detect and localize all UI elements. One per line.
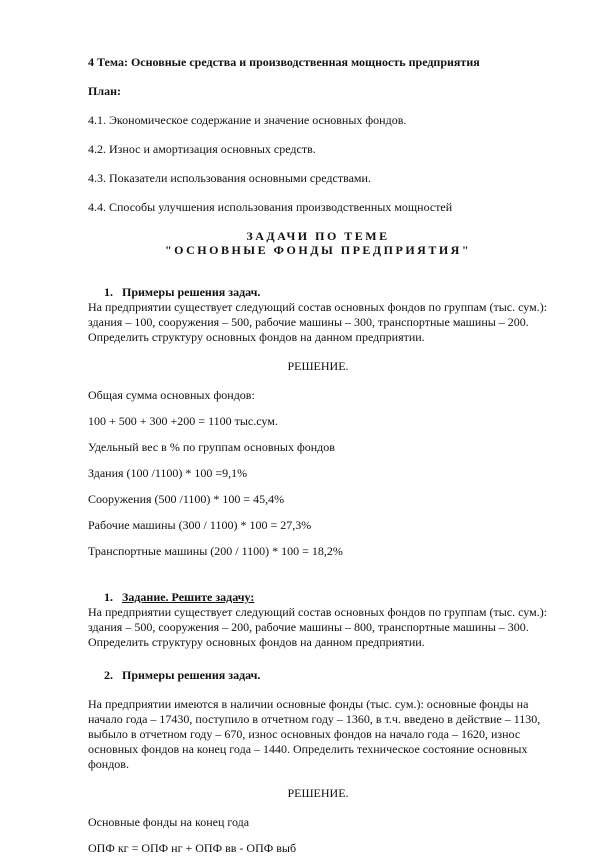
section-title: Примеры решения задач. — [122, 668, 261, 682]
section-heading — [88, 285, 548, 300]
plan-list — [88, 113, 548, 215]
document-page — [88, 55, 548, 867]
solution-line: ОПФ кг = ОПФ нг + ОПФ вв - ОПФ выб — [88, 841, 297, 855]
section-number: 1. — [104, 285, 113, 299]
section-assignment — [88, 590, 548, 650]
section-heading — [88, 590, 548, 605]
solution-line: Общая сумма основных фондов: — [88, 388, 255, 402]
plan-item: 4.2. Износ и амортизация основных средств. — [88, 142, 316, 156]
section-number: 2. — [104, 668, 113, 682]
solution-label: РЕШЕНИЕ. — [287, 786, 349, 800]
tasks-title-line1: ЗАДАЧИ ПО ТЕМЕ — [246, 229, 390, 243]
section-example-2 — [88, 668, 548, 856]
plan-heading: План: — [88, 84, 121, 98]
plan-item: 4.1. Экономическое содержание и значение основных фондов. — [88, 113, 407, 127]
problem-text: На предприятии существует следующий состав основных фондов по группам (тыс. сум.): здания – 500, сооружения – 200, рабочие машины – 800, транспортные машины – 300. Определить структуру основных фондов на данном предприятии. — [88, 605, 548, 649]
topic-heading: 4 Тема: Основные средства и производственная мощность предприятия — [88, 55, 480, 69]
section-number: 1. — [104, 590, 113, 604]
solution-line: Здания (100 /1100) * 100 =9,1% — [88, 466, 248, 480]
section-title: Задание. Решите задачу: — [122, 590, 255, 604]
solution-line: Рабочие машины (300 / 1100) * 100 = 27,3% — [88, 518, 312, 532]
plan-item: 4.3. Показатели использования основными средствами. — [88, 171, 371, 185]
problem-text: На предприятии существует следующий состав основных фондов по группам (тыс. сум.): здания – 100, сооружения – 500, рабочие машины – 300, транспортные машины – 200. Определить структуру основных фондов на данном предприятии. — [88, 300, 548, 344]
section-example-1 — [88, 285, 548, 559]
solution-line: Транспортные машины (200 / 1100) * 100 = 18,2% — [88, 544, 343, 558]
plan-item: 4.4. Способы улучшения использования производственных мощностей — [88, 200, 453, 214]
solution-line: Удельный вес в % по группам основных фондов — [88, 440, 335, 454]
solution-line: Основные фонды на конец года — [88, 815, 250, 829]
solution-line: Сооружения (500 /1100) * 100 = 45,4% — [88, 492, 285, 506]
solution-label: РЕШЕНИЕ. — [287, 359, 349, 373]
tasks-title-line2: "ОСНОВНЫЕ ФОНДЫ ПРЕДПРИЯТИЯ" — [164, 243, 471, 257]
spacer — [88, 570, 548, 590]
tasks-title — [88, 229, 548, 257]
problem-text: На предприятии имеются в наличии основные фонды (тыс. сум.): основные фонды на начало года – 17430, поступило в отчетном году – 1360, в т.ч. введено в действие – 1130, выбыло в отчетном году – 670, износ основных фондов на начало года – 1620, износ основных фондов на конец года – 1440. Определить техническое состояние основных фондов. — [88, 697, 541, 771]
section-title: Примеры решения задач. — [122, 285, 261, 299]
solution-line: 100 + 500 + 300 +200 = 1100 тыс.сум. — [88, 414, 278, 428]
section-heading — [88, 668, 548, 683]
